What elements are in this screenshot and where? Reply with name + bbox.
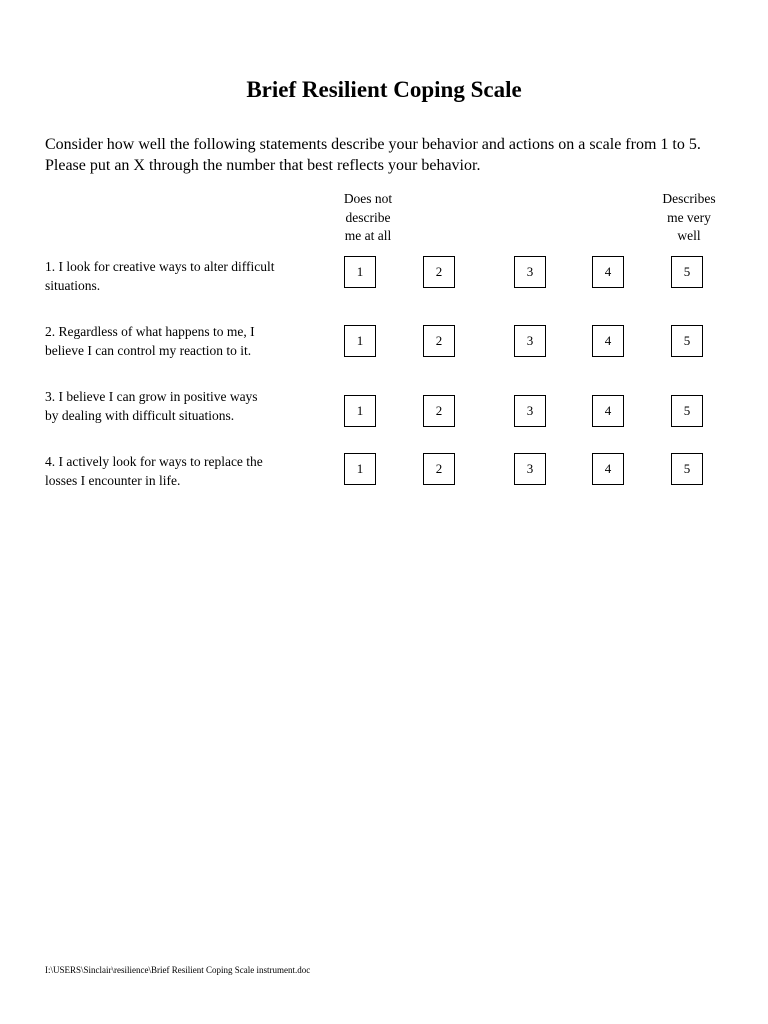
statement-line: 2. Regardless of what happens to me, I [45,324,255,339]
item-2-rating-3-box[interactable]: 3 [514,325,546,357]
item-3-rating-3-box[interactable]: 3 [514,395,546,427]
high-anchor-line: Describes [662,191,716,206]
item-4-rating-2-box[interactable]: 2 [423,453,455,485]
item-3-rating-2-box[interactable]: 2 [423,395,455,427]
high-anchor-label [651,190,727,246]
file-path-footer: I:\USERS\Sinclair\resilience\Brief Resilient Coping Scale instrument.doc [45,965,311,975]
item-4-rating-1-box[interactable]: 1 [344,453,376,485]
statement-line: 3. I believe I can grow in positive ways [45,389,258,404]
item-4-rating-3-box[interactable]: 3 [514,453,546,485]
item-2-rating-2-box[interactable]: 2 [423,325,455,357]
item-2-rating-1-box[interactable]: 1 [344,325,376,357]
item-2-statement [45,323,325,360]
statement-line: 1. I look for creative ways to alter difficult [45,259,275,274]
low-anchor-line: me at all [344,228,392,243]
statement-line: losses I encounter in life. [45,472,181,488]
item-4-rating-5-box[interactable]: 5 [671,453,703,485]
item-3-rating-5-box[interactable]: 5 [671,395,703,427]
item-3-statement [45,388,325,425]
item-2-rating-5-box[interactable]: 5 [671,325,703,357]
item-1-rating-1-box[interactable]: 1 [344,256,376,288]
statement-line: 4. I actively look for ways to replace the [45,454,263,469]
item-1-rating-5-box[interactable]: 5 [671,256,703,288]
page-title: Brief Resilient Coping Scale [246,77,522,102]
high-anchor-line: me very [667,209,711,225]
high-anchor-line: well [677,228,701,243]
item-3-rating-4-box[interactable]: 4 [592,395,624,427]
instructions: Consider how well the following statements describe your behavior and actions on a scale from 1 to 5. Please put an X through the number that best reflects your behavior. [45,136,701,174]
low-anchor-label [330,190,406,246]
low-anchor-line: Does not [343,191,393,206]
item-4-rating-4-box[interactable]: 4 [592,453,624,485]
item-1-statement [45,258,325,295]
statement-line: believe I can control my reaction to it. [45,342,252,358]
item-1-rating-3-box[interactable]: 3 [514,256,546,288]
item-4-statement [45,453,325,490]
item-1-rating-4-box[interactable]: 4 [592,256,624,288]
low-anchor-line: describe [345,209,391,225]
item-1-rating-2-box[interactable]: 2 [423,256,455,288]
item-3-rating-1-box[interactable]: 1 [344,395,376,427]
statement-line: by dealing with difficult situations. [45,407,235,423]
statement-line: situations. [45,277,101,293]
item-2-rating-4-box[interactable]: 4 [592,325,624,357]
